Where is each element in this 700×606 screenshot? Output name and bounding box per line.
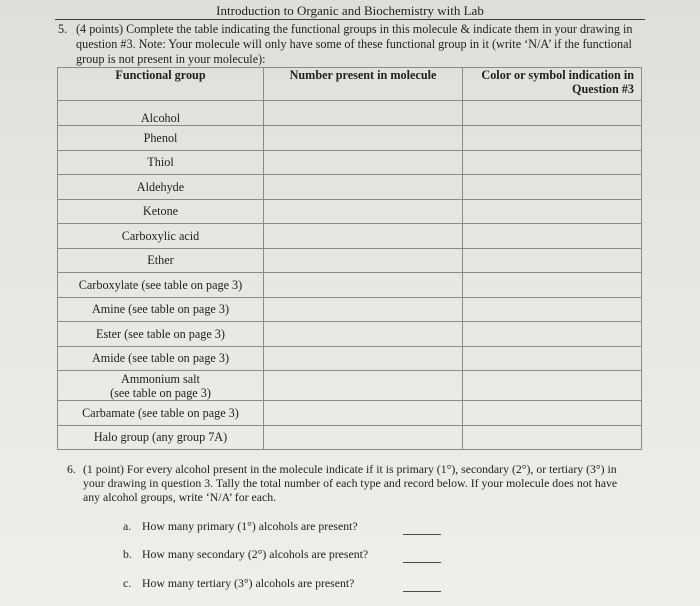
table-row <box>58 371 642 401</box>
color-symbol-cell[interactable] <box>463 150 642 175</box>
group-name-ketone: Ketone <box>58 199 264 224</box>
color-symbol-cell[interactable] <box>463 322 642 347</box>
table-row <box>58 346 642 371</box>
group-name-halo-group: Halo group (any group 7A) <box>58 425 264 450</box>
number-present-cell[interactable] <box>264 101 463 126</box>
table-row <box>58 273 642 298</box>
answer-blank-tertiary[interactable] <box>403 591 441 592</box>
answer-blank-primary[interactable] <box>403 534 441 535</box>
group-name-amide: Amide (see table on page 3) <box>58 346 264 371</box>
color-symbol-cell[interactable] <box>463 425 642 450</box>
group-name-amine: Amine (see table on page 3) <box>58 297 264 322</box>
question-5-number: 5. <box>58 22 68 36</box>
question-6c-text: How many tertiary (3°) alcohols are present? <box>142 576 355 590</box>
table-row <box>58 199 642 224</box>
question-5-text: (4 points) Complete the table indicating the functional groups in this molecule & indicate them in your drawing in question #3. Note: Your molecule will only have some of these functional group in it (write ‘N/A’ if the functional group is not present in your molecule): <box>76 22 633 66</box>
question-6 <box>67 462 627 504</box>
number-present-cell[interactable] <box>264 371 463 401</box>
header-color-symbol <box>463 68 642 101</box>
number-present-cell[interactable] <box>264 248 463 273</box>
ammonium-salt-line2: (see table on page 3) <box>110 385 211 400</box>
answer-blank-secondary[interactable] <box>403 562 441 563</box>
question-5 <box>58 22 658 67</box>
header-functional-group: Functional group <box>58 68 264 101</box>
table-row <box>58 224 642 249</box>
question-6a-text: How many primary (1°) alcohols are present? <box>142 519 358 533</box>
table-row <box>58 175 642 200</box>
header-rule <box>55 19 645 20</box>
header-color-symbol-line1: Color or symbol indication in <box>481 68 634 82</box>
number-present-cell[interactable] <box>264 322 463 347</box>
number-present-cell[interactable] <box>264 126 463 151</box>
functional-group-table <box>57 67 642 450</box>
number-present-cell[interactable] <box>264 150 463 175</box>
group-name-carboxylic-acid: Carboxylic acid <box>58 224 264 249</box>
number-present-cell[interactable] <box>264 273 463 298</box>
number-present-cell[interactable] <box>264 401 463 426</box>
question-6c <box>123 576 354 591</box>
table-row <box>58 425 642 450</box>
question-6a-letter: a. <box>123 519 132 533</box>
color-symbol-cell[interactable] <box>463 273 642 298</box>
group-name-ether: Ether <box>58 248 264 273</box>
course-title: Introduction to Organic and Biochemistry with Lab <box>216 3 484 18</box>
number-present-cell[interactable] <box>264 346 463 371</box>
group-name-carbamate: Carbamate (see table on page 3) <box>58 401 264 426</box>
color-symbol-cell[interactable] <box>463 371 642 401</box>
question-6b <box>123 547 368 562</box>
table-row <box>58 126 642 151</box>
header-number-present: Number present in molecule <box>264 68 463 101</box>
color-symbol-cell[interactable] <box>463 199 642 224</box>
color-symbol-cell[interactable] <box>463 401 642 426</box>
table-row <box>58 401 642 426</box>
group-name-alcohol: Alcohol <box>58 101 264 126</box>
number-present-cell[interactable] <box>264 175 463 200</box>
number-present-cell[interactable] <box>264 199 463 224</box>
question-6-text: (1 point) For every alcohol present in the molecule indicate if it is primary (1°), secondary (2°), or tertiary (3°) in your drawing in question 3. Tally the total number of each type and record below. If your molecule does not have any alcohol groups, write ‘N/A’ for each. <box>83 462 618 504</box>
group-name-ammonium-salt <box>58 371 264 401</box>
group-name-aldehyde: Aldehyde <box>58 175 264 200</box>
color-symbol-cell[interactable] <box>463 126 642 151</box>
table-row <box>58 297 642 322</box>
question-6a <box>123 519 358 534</box>
question-6b-text: How many secondary (2°) alcohols are present? <box>142 547 369 561</box>
ammonium-salt-line1: Ammonium salt <box>121 371 200 386</box>
group-name-carboxylate: Carboxylate (see table on page 3) <box>58 273 264 298</box>
question-6b-letter: b. <box>123 547 132 561</box>
question-6c-letter: c. <box>123 576 132 590</box>
color-symbol-cell[interactable] <box>463 101 642 126</box>
table-row <box>58 322 642 347</box>
table-row <box>58 248 642 273</box>
group-name-phenol: Phenol <box>58 126 264 151</box>
number-present-cell[interactable] <box>264 224 463 249</box>
group-name-thiol: Thiol <box>58 150 264 175</box>
color-symbol-cell[interactable] <box>463 175 642 200</box>
color-symbol-cell[interactable] <box>463 297 642 322</box>
question-6-number: 6. <box>67 462 76 476</box>
header-color-symbol-line2: Question #3 <box>572 82 634 96</box>
group-name-ester: Ester (see table on page 3) <box>58 322 264 347</box>
table-row <box>58 101 642 126</box>
table-row <box>58 150 642 175</box>
color-symbol-cell[interactable] <box>463 224 642 249</box>
color-symbol-cell[interactable] <box>463 346 642 371</box>
number-present-cell[interactable] <box>264 297 463 322</box>
color-symbol-cell[interactable] <box>463 248 642 273</box>
table-header-row <box>58 68 642 101</box>
number-present-cell[interactable] <box>264 425 463 450</box>
